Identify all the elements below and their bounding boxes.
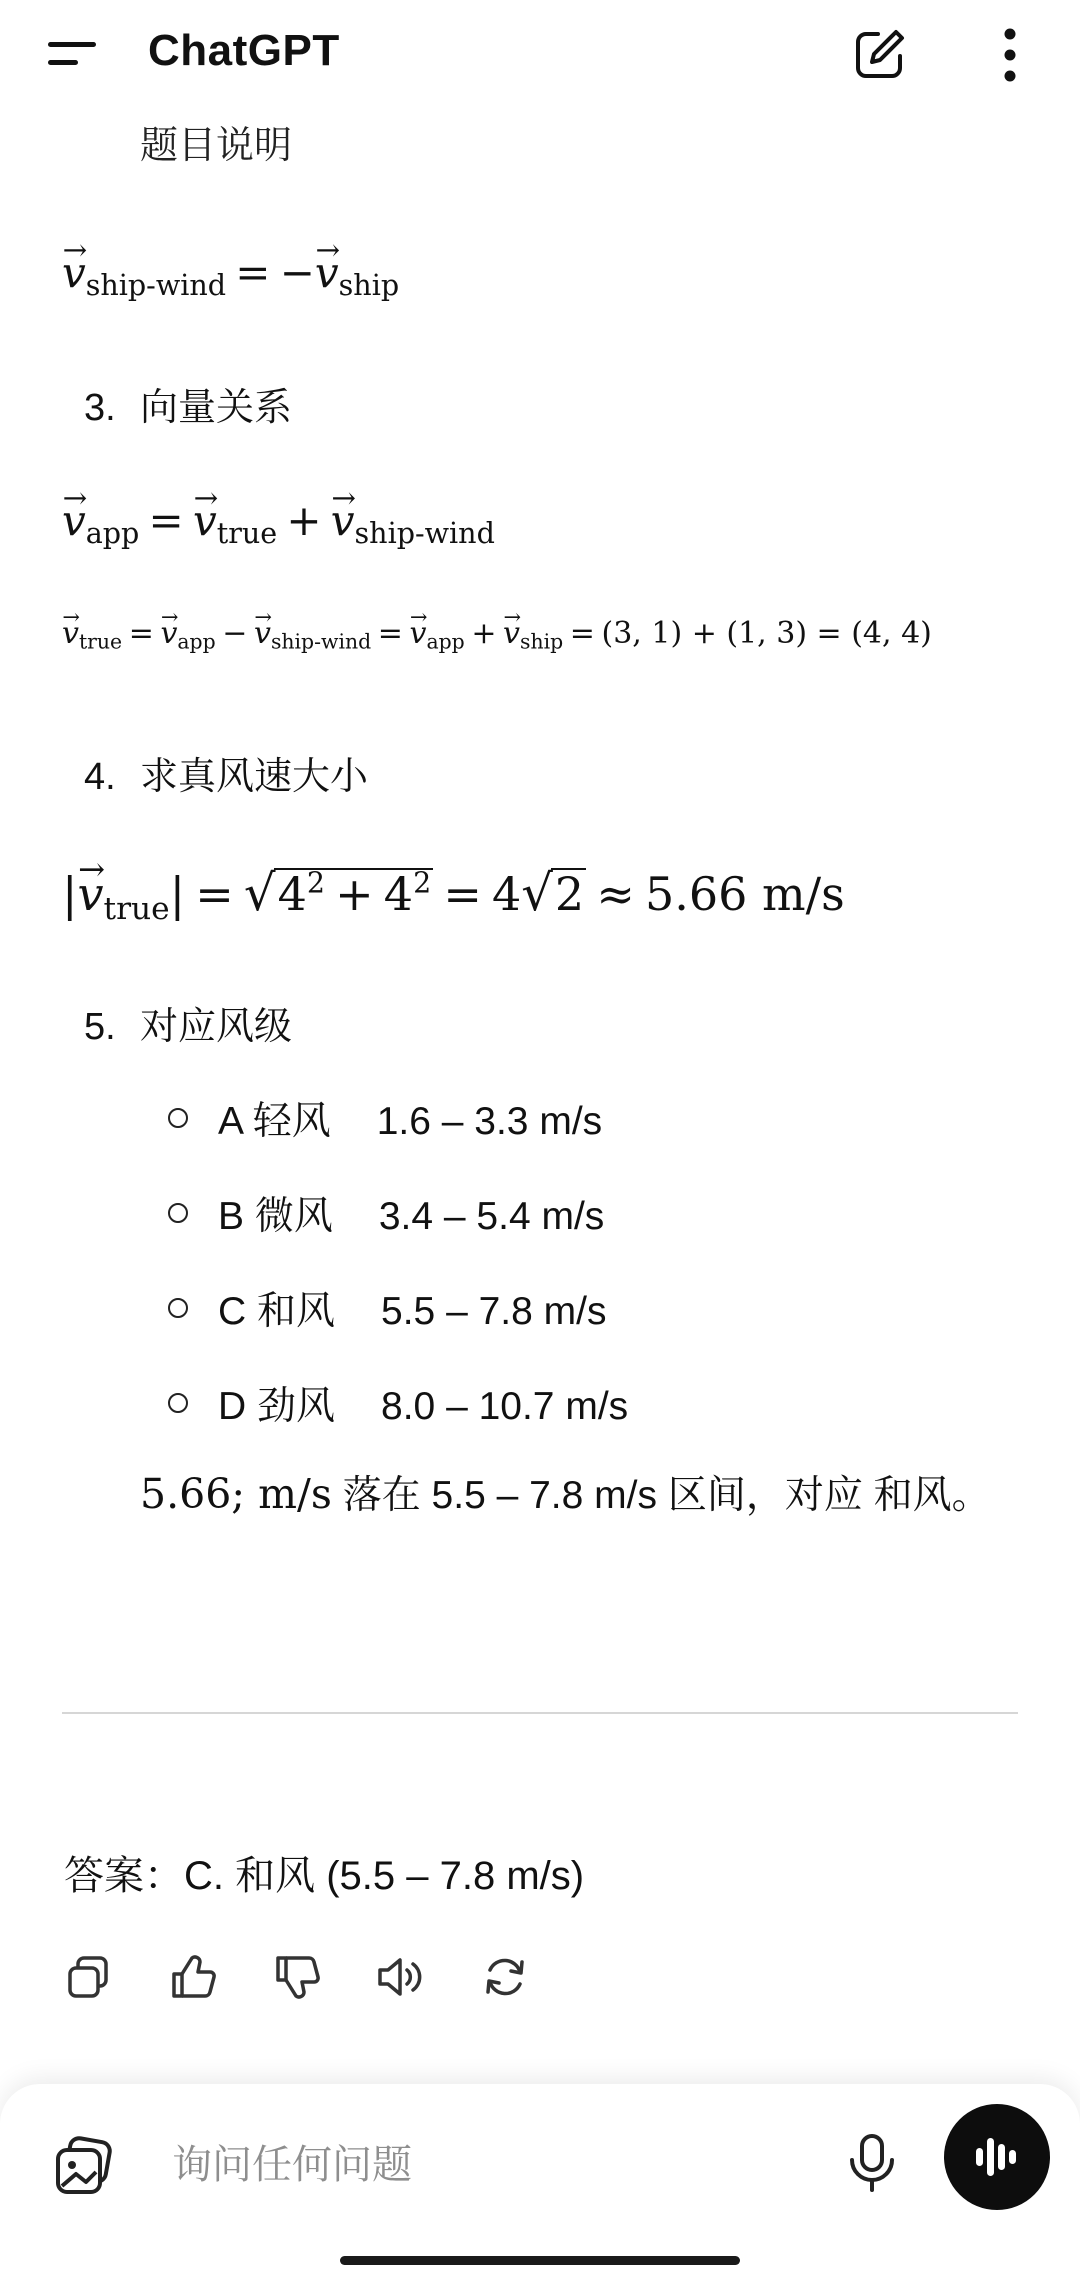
voice-mode-icon bbox=[944, 2104, 1050, 2210]
equation-true-wind-magnitude: |→ $v_{true}| = √4^2 + 4^2 = 4√2 \approx 5.66$ m/s bbox=[62, 864, 845, 922]
app-title: ChatGPT bbox=[148, 26, 340, 75]
list-item: D 劲风 8.0 – 10.7 m/s bbox=[168, 1375, 628, 1431]
step-3-heading: 3. 向量关系 bbox=[84, 387, 293, 429]
thumbs-down-icon[interactable] bbox=[270, 1950, 324, 2004]
answer-line: 答案：C. 和风 (5.5 – 7.8 m/s) bbox=[64, 1854, 585, 1898]
home-indicator bbox=[340, 2256, 740, 2265]
section-heading-partial: 题目说明 bbox=[140, 125, 293, 162]
divider bbox=[62, 1712, 1018, 1714]
composer-bar bbox=[0, 2084, 1080, 2280]
hamburger-menu-icon[interactable] bbox=[48, 36, 100, 72]
bullet-icon bbox=[168, 1298, 188, 1318]
new-chat-edit-icon[interactable] bbox=[852, 26, 908, 82]
regenerate-icon[interactable] bbox=[478, 1950, 532, 2004]
voice-mode-button[interactable] bbox=[944, 2104, 1050, 2210]
bullet-icon bbox=[168, 1203, 188, 1223]
bullet-icon bbox=[168, 1108, 188, 1128]
equation-ship-wind: → $v_{ship-wind}$ = −→ $v_{ship}$ bbox=[62, 248, 399, 297]
list-item: A 轻风 1.6 – 3.3 m/s bbox=[168, 1090, 602, 1146]
step-4-heading: 4. 求真风速大小 bbox=[84, 756, 369, 798]
chat-input[interactable] bbox=[170, 2132, 814, 2198]
more-vertical-icon[interactable] bbox=[982, 24, 1038, 86]
app-header bbox=[0, 0, 1080, 110]
bullet-icon bbox=[168, 1393, 188, 1413]
equation-vector-relation: → $v_{app} =\to v_{true} +\to v_{ship-wind}$ bbox=[62, 496, 495, 545]
read-aloud-icon[interactable] bbox=[374, 1950, 428, 2004]
thumbs-up-icon[interactable] bbox=[166, 1950, 220, 2004]
list-item: B 微风 3.4 – 5.4 m/s bbox=[168, 1185, 604, 1241]
image-attach-icon[interactable] bbox=[52, 2134, 116, 2198]
conclusion-text: 5.66; m/s 落在 5.5 – 7.8 m/s 区间，对应 和风。 bbox=[140, 1470, 991, 1518]
list-item: C 和风 5.5 – 7.8 m/s bbox=[168, 1280, 606, 1336]
microphone-icon[interactable] bbox=[844, 2132, 900, 2194]
copy-icon[interactable] bbox=[62, 1950, 116, 2004]
step-5-heading: 5. 对应风级 bbox=[84, 1006, 293, 1048]
equation-true-wind-vector: → $v_{true} =\to v_{app} -\to v_{ship-wind} =\to v_{app} +\to v_{ship} = (3$, 1) + (1, 3) = (4, 4) bbox=[62, 616, 932, 651]
